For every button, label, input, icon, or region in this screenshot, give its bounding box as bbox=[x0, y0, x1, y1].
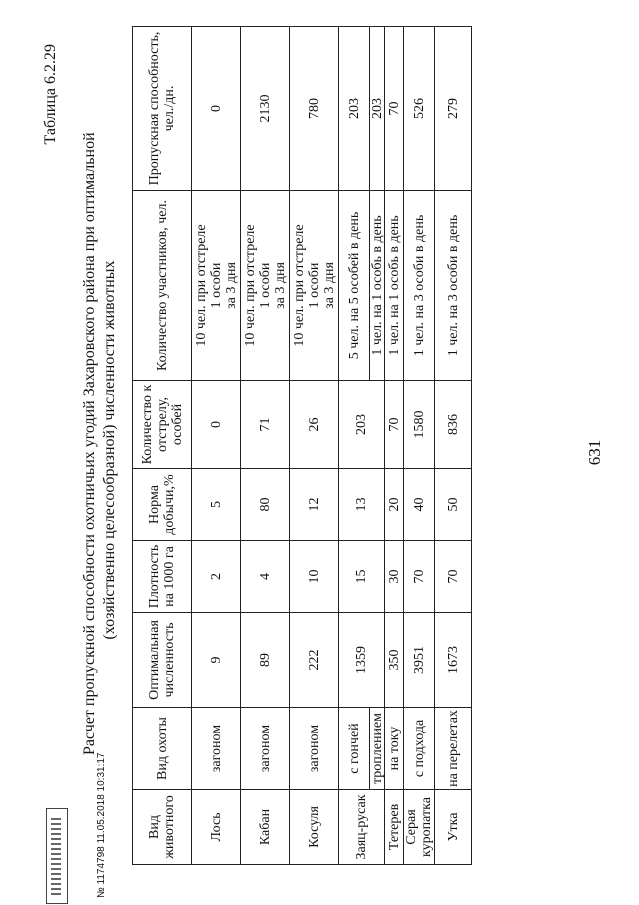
cell-participants: 5 чел. на 5 особей в день bbox=[339, 191, 370, 381]
cell-norm: 80 bbox=[241, 469, 290, 541]
cell-participants: 1 чел. на 1 особь в день bbox=[385, 191, 404, 381]
cell-optimal: 1673 bbox=[435, 613, 472, 708]
table-row bbox=[385, 27, 404, 865]
cell-count: 26 bbox=[290, 381, 339, 469]
cell-animal: Утка bbox=[435, 790, 472, 865]
cell-capacity: 203 bbox=[370, 27, 385, 191]
cell-animal: Тетерев bbox=[385, 790, 404, 865]
cell-norm: 40 bbox=[404, 469, 435, 541]
table-title bbox=[80, 132, 120, 755]
cell-count: 836 bbox=[435, 381, 472, 469]
cell-optimal: 222 bbox=[290, 613, 339, 708]
cell-hunt: троплением bbox=[370, 708, 385, 790]
header-norm: Норма добычи,% bbox=[133, 469, 192, 541]
cell-animal: Лось bbox=[192, 790, 241, 865]
cell-animal: Косуля bbox=[290, 790, 339, 865]
cell-count: 0 bbox=[192, 381, 241, 469]
cell-count: 203 bbox=[339, 381, 385, 469]
cell-optimal: 3951 bbox=[404, 613, 435, 708]
cell-optimal: 89 bbox=[241, 613, 290, 708]
cell-capacity: 0 bbox=[192, 27, 241, 191]
cell-count: 71 bbox=[241, 381, 290, 469]
participants-line: 1 особи bbox=[208, 262, 224, 309]
header-density: Плотность на 1000 га bbox=[133, 541, 192, 613]
participants-line: 1 особи bbox=[306, 262, 322, 309]
cell-density: 15 bbox=[339, 541, 385, 613]
cell-norm: 20 bbox=[385, 469, 404, 541]
header-count: Количество к отстрелу, особей bbox=[133, 381, 192, 469]
cell-capacity: 203 bbox=[339, 27, 370, 191]
cell-density: 4 bbox=[241, 541, 290, 613]
cell-density: 30 bbox=[385, 541, 404, 613]
cell-hunt: загоном bbox=[241, 708, 290, 790]
cell-participants: 1 чел. на 3 особи в день bbox=[435, 191, 472, 381]
page-number: 631 bbox=[585, 439, 604, 466]
title-line-2: (хозяйственно целесообразной) численности животных bbox=[101, 260, 118, 640]
header-animal: Вид животного bbox=[133, 790, 192, 865]
cell-animal: Кабан bbox=[241, 790, 290, 865]
participants-line: за 3 дня bbox=[272, 262, 288, 309]
table-row bbox=[290, 27, 339, 865]
header-participants: Количество участников, чел. bbox=[133, 191, 192, 381]
cell-norm: 50 bbox=[435, 469, 472, 541]
cell-participants: 1 чел. на 3 особи в день bbox=[404, 191, 435, 381]
table-row bbox=[241, 27, 290, 865]
participants-line: 10 чел. при отстреле bbox=[291, 224, 307, 347]
participants-line: 10 чел. при отстреле bbox=[193, 224, 209, 347]
cell-animal: Заяц-русак bbox=[339, 790, 385, 865]
cell-norm: 12 bbox=[290, 469, 339, 541]
cell-participants bbox=[241, 191, 290, 381]
cell-density: 70 bbox=[435, 541, 472, 613]
cell-hunt: на току bbox=[385, 708, 404, 790]
cell-density: 10 bbox=[290, 541, 339, 613]
cell-participants: 1 чел. на 1 особь в день bbox=[370, 191, 385, 381]
cell-count: 70 bbox=[385, 381, 404, 469]
title-line-1: Расчет пропускной способности охотничьих угодий Захаровского района при оптимальной bbox=[81, 132, 98, 755]
table-number: Таблица 6.2.29 bbox=[42, 44, 59, 145]
cell-participants bbox=[192, 191, 241, 381]
capacity-table bbox=[132, 26, 472, 865]
document-id: № 1174798 11.05.2018 10:31:17 bbox=[96, 752, 107, 898]
cell-participants bbox=[290, 191, 339, 381]
cell-density: 70 bbox=[404, 541, 435, 613]
table-row bbox=[339, 27, 370, 865]
cell-hunt: загоном bbox=[192, 708, 241, 790]
header-hunt: Вид охоты bbox=[133, 708, 192, 790]
cell-hunt: с гончей bbox=[339, 708, 370, 790]
cell-norm: 13 bbox=[339, 469, 385, 541]
cell-norm: 5 bbox=[192, 469, 241, 541]
participants-line: за 3 дня bbox=[321, 262, 337, 309]
cell-capacity: 279 bbox=[435, 27, 472, 191]
table-row bbox=[435, 27, 472, 865]
cell-density: 2 bbox=[192, 541, 241, 613]
cell-hunt: загоном bbox=[290, 708, 339, 790]
cell-optimal: 1359 bbox=[339, 613, 385, 708]
header-optimal: Оптимальная численность bbox=[133, 613, 192, 708]
header-capacity: Пропускная способность, чел./дн. bbox=[133, 27, 192, 191]
header-row bbox=[133, 27, 192, 865]
table-row bbox=[404, 27, 435, 865]
cell-count: 1580 bbox=[404, 381, 435, 469]
participants-line: за 3 дня bbox=[223, 262, 239, 309]
table-row bbox=[192, 27, 241, 865]
cell-hunt: на перелетах bbox=[435, 708, 472, 790]
cell-capacity: 780 bbox=[290, 27, 339, 191]
cell-animal: Серая куропатка bbox=[404, 790, 435, 865]
cell-hunt: с подхода bbox=[404, 708, 435, 790]
cell-capacity: 526 bbox=[404, 27, 435, 191]
cell-optimal: 350 bbox=[385, 613, 404, 708]
participants-line: 10 чел. при отстреле bbox=[242, 224, 258, 347]
cell-optimal: 9 bbox=[192, 613, 241, 708]
participants-line: 1 особи bbox=[257, 262, 273, 309]
cell-capacity: 70 bbox=[385, 27, 404, 191]
cell-capacity: 2130 bbox=[241, 27, 290, 191]
